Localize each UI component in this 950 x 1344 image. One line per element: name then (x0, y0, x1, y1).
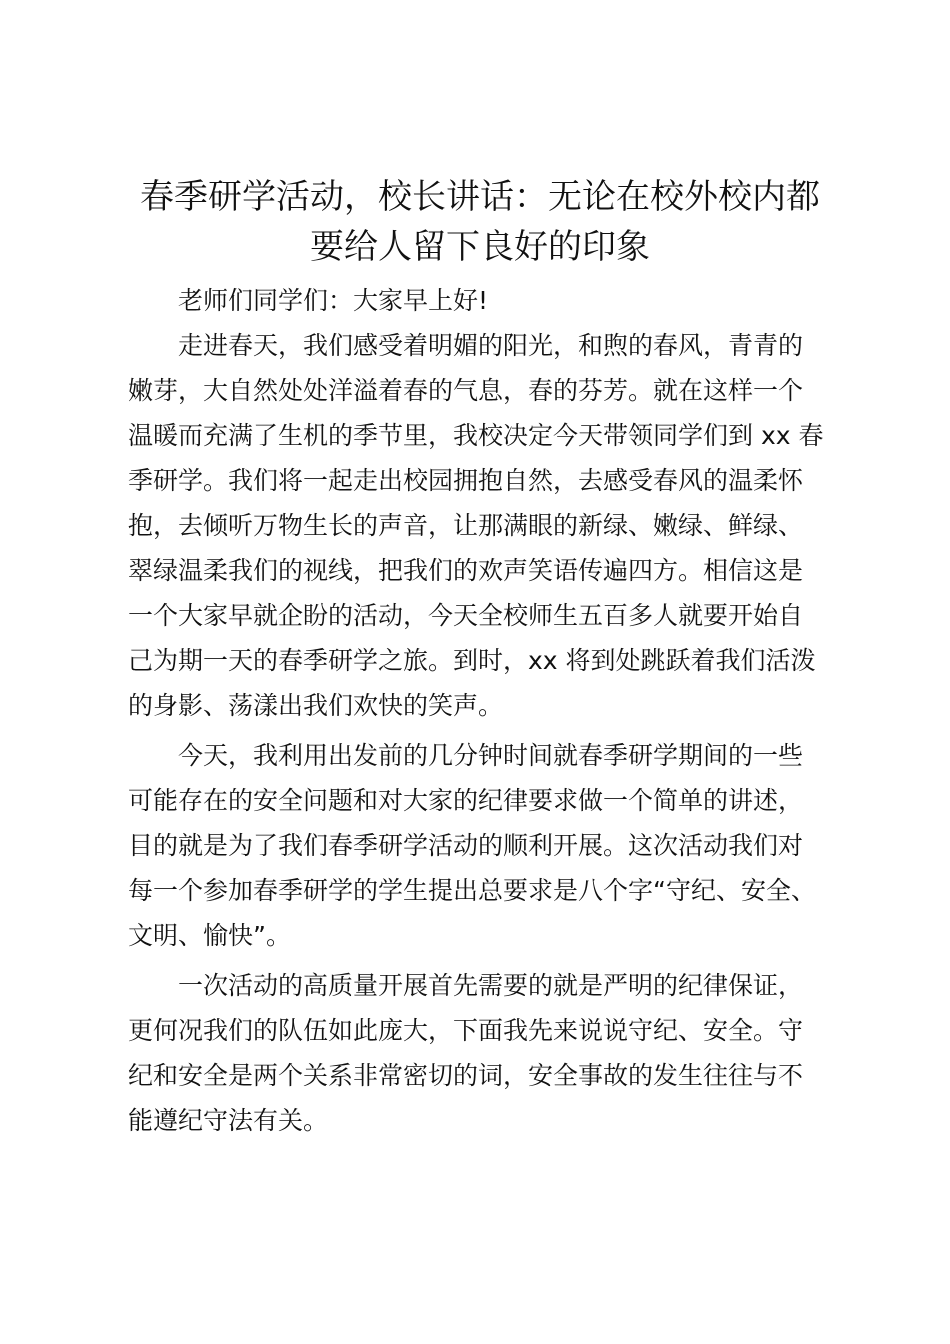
paragraph-line: 季研学。我们将一起走出校园拥抱自然，去感受春风的温柔怀 (128, 466, 804, 495)
paragraph-line: 嫩芽，大自然处处洋溢着春的气息，春的芬芳。就在这样一个 (128, 376, 804, 405)
paragraph-3 (128, 963, 832, 1143)
paragraph-line: 翠绿温柔我们的视线，把我们的欢声笑语传遍四方。相信这是 (128, 556, 804, 585)
paragraph-line: 每一个参加春季研学的学生提出总要求是八个字“守纪、安全、 (128, 876, 816, 905)
paragraph-1 (128, 323, 832, 728)
paragraph-line: 抱，去倾听万物生长的声音，让那满眼的新绿、嫩绿、鲜绿、 (128, 511, 804, 540)
paragraph-line: 可能存在的安全问题和对大家的纪律要求做一个简单的讲述， (128, 786, 804, 815)
paragraph-line: 己为期一天的春季研学之旅。到时，xx 将到处跳跃着我们活泼 (128, 646, 816, 675)
paragraph-line: 今天，我利用出发前的几分钟时间就春季研学期间的一些 (178, 741, 804, 770)
document-page (128, 172, 832, 1148)
title-line-1: 春季研学活动，校长讲话：无论在校外校内都 (140, 177, 820, 217)
paragraph-line: 能遵纪守法有关。 (128, 1106, 329, 1135)
document-body (128, 278, 832, 1143)
salutation: 老师们同学们：大家早上好! (178, 286, 489, 315)
document-title (128, 172, 832, 272)
paragraph-line: 更何况我们的队伍如此庞大，下面我先来说说守纪、安全。守 (128, 1016, 804, 1045)
paragraph-line: 纪和安全是两个关系非常密切的词，安全事故的发生往往与不 (128, 1061, 804, 1090)
title-line-2: 要给人留下良好的印象 (310, 227, 650, 267)
paragraph-line: 温暖而充满了生机的季节里，我校决定今天带领同学们到 xx 春 (128, 421, 824, 450)
paragraph-line: 文明、愉快”。 (128, 921, 291, 950)
paragraph-line: 目的就是为了我们春季研学活动的顺利开展。这次活动我们对 (128, 831, 804, 860)
paragraph-line: 一次活动的高质量开展首先需要的就是严明的纪律保证， (178, 971, 804, 1000)
paragraph-line: 走进春天，我们感受着明媚的阳光，和煦的春风，青青的 (178, 331, 804, 360)
paragraph-line: 一个大家早就企盼的活动，今天全校师生五百多人就要开始自 (128, 601, 804, 630)
paragraph-line: 的身影、荡漾出我们欢快的笑声。 (128, 691, 504, 720)
paragraph-2 (128, 733, 832, 958)
